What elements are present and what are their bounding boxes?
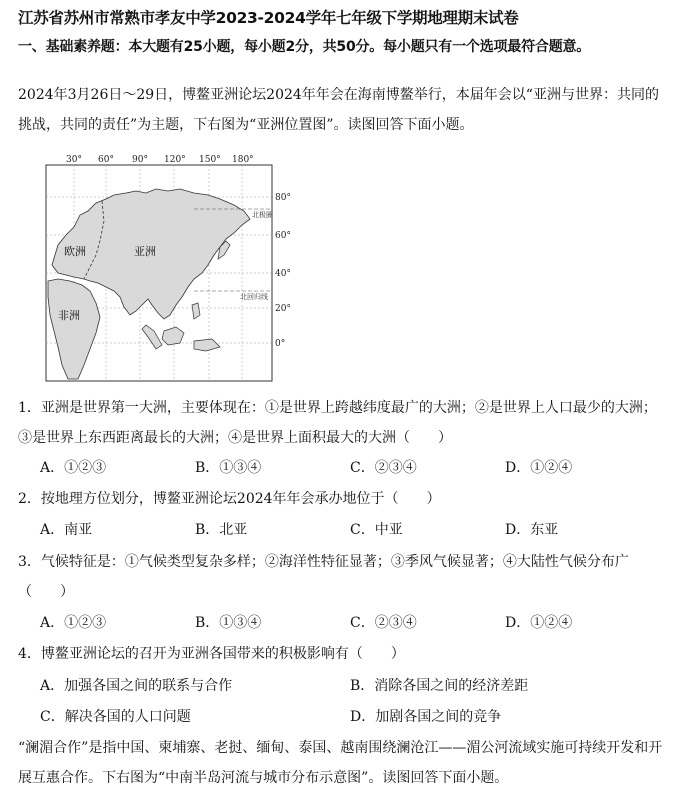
question-2-stem: 2．按地理方位划分，博鳌亚洲论坛2024年年会承办地位于（ ） [18, 491, 441, 507]
region-label-africa: 非洲 [58, 309, 80, 322]
exam-title: 江苏省苏州市常熟市孝友中学2023-2024学年七年级下学期地理期末试卷 [18, 9, 519, 27]
q3-option-c[interactable]: C．②③④ [350, 615, 417, 631]
lat-label-20: 20° [275, 304, 290, 314]
lat-label-80: 80° [275, 193, 290, 203]
lon-label-30: 30° [66, 155, 82, 165]
question-2-options [40, 515, 660, 545]
question-3-stem: 3．气候特征是：①气候类型复杂多样；②海洋性特征显著；③季风气候显著；④大陆性气候分布广（ ） [18, 554, 629, 600]
asia-location-map [44, 155, 290, 385]
lon-label-90: 90° [132, 155, 148, 165]
question-4-options-row-1 [40, 671, 660, 701]
q1-option-c[interactable]: C．②③④ [350, 460, 417, 476]
q3-option-a[interactable]: A．①②③ [40, 615, 107, 631]
q2-option-d[interactable]: D．东亚 [505, 522, 559, 538]
arctic-circle-label: 北极圈 [252, 211, 273, 219]
question-1-stem: 1．亚洲是世界第一大洲，主要体现在：①是世界上跨越纬度最广的大洲；②是世界上人口最少的大洲；③是世界上东西距离最长的大洲；④是世界上面积最大的大洲（ ） [18, 400, 657, 446]
tropic-of-cancer-label: 北回归线 [240, 293, 268, 301]
q4-option-b[interactable]: B．消除各国之间的经济差距 [350, 678, 529, 694]
question-4-stem: 4．博鳌亚洲论坛的召开为亚洲各国带来的积极影响有（ ） [18, 646, 405, 662]
lat-label-40: 40° [275, 269, 290, 279]
q3-option-b[interactable]: B．①③④ [195, 615, 262, 631]
q4-option-a[interactable]: A．加强各国之间的联系与合作 [40, 678, 233, 694]
q2-option-a[interactable]: A．南亚 [40, 522, 93, 538]
q4-option-d[interactable]: D．加剧各国之间的竞争 [350, 709, 502, 725]
region-label-europe: 欧洲 [64, 245, 86, 258]
outro-paragraph: “澜湄合作”是指中国、柬埔寨、老挝、缅甸、泰国、越南围绕澜沧江——湄公河流域实施可持续开发和开展互惠合作。下右图为“中南半岛河流与城市分布示意图”。读图回答下面小题。 [18, 740, 663, 786]
lat-label-60: 60° [275, 231, 290, 241]
region-label-asia: 亚洲 [134, 245, 156, 258]
q2-option-c[interactable]: C．中亚 [350, 522, 403, 538]
lon-label-150: 150° [199, 155, 221, 165]
lat-label-0: 0° [275, 339, 286, 349]
q2-option-b[interactable]: B．北亚 [195, 522, 248, 538]
section-heading: 一、基础素养题：本大题有25小题，每小题2分，共50分。每小题只有一个选项最符合题意。 [18, 39, 591, 55]
q1-option-b[interactable]: B．①③④ [195, 460, 262, 476]
lon-label-60: 60° [98, 155, 114, 165]
q3-option-d[interactable]: D．①②④ [505, 615, 573, 631]
question-3-options [40, 608, 660, 638]
q1-option-d[interactable]: D．①②④ [505, 460, 573, 476]
question-1-options [40, 453, 660, 483]
q4-option-c[interactable]: C．解决各国的人口问题 [40, 709, 191, 725]
lon-label-180: 180° [232, 155, 254, 165]
lon-label-120: 120° [164, 155, 186, 165]
question-4-options-row-2 [40, 702, 660, 732]
intro-paragraph: 2024年3月26日～29日，博鳌亚洲论坛2024年年会在海南博鳌举行，本届年会以“亚洲与世界：共同的挑战，共同的责任”为主题，下右图为“亚洲位置图”。读图回答下面小题。 [18, 87, 659, 133]
q1-option-a[interactable]: A．①②③ [40, 460, 107, 476]
